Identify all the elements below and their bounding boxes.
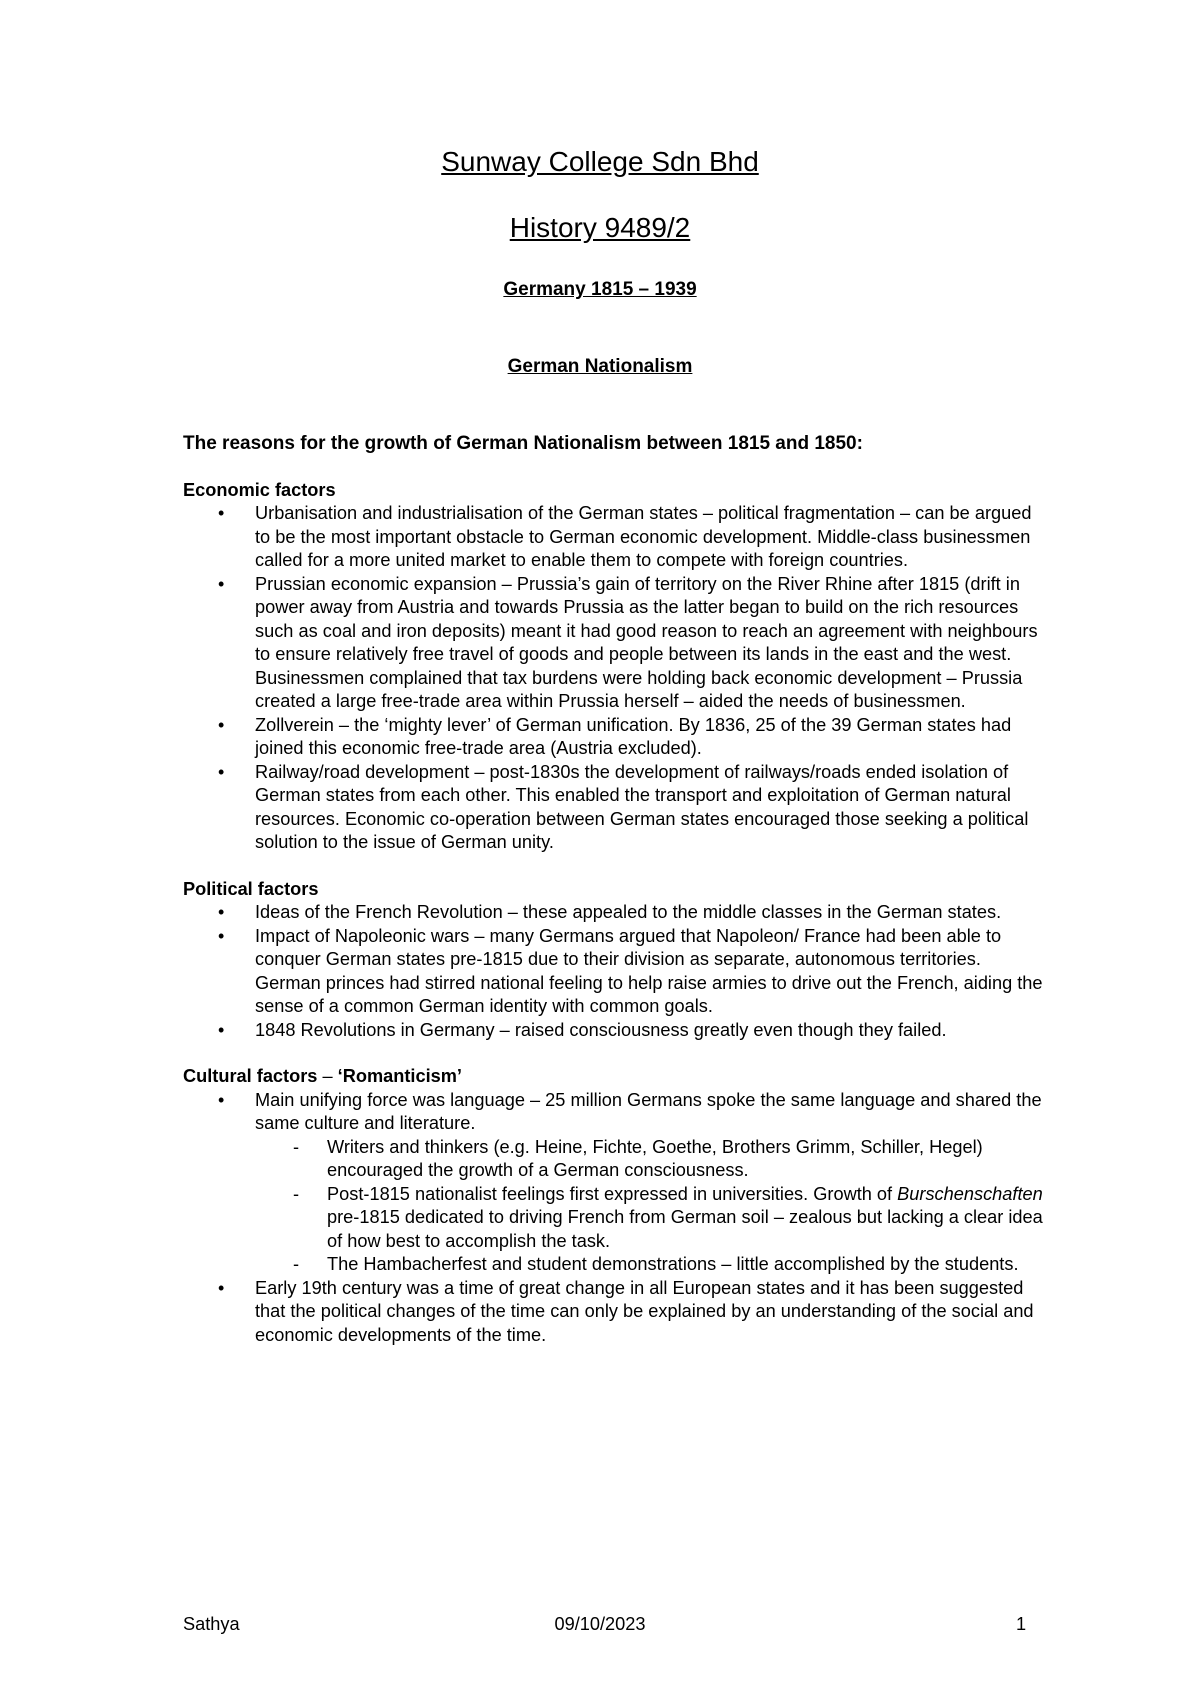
universities-text-end: pre-1815 dedicated to driving French from German soil – zealous but lacking a clear idea of how best to accomplish the task. [327, 1207, 1043, 1251]
sub-list-item [255, 1136, 1043, 1183]
main-heading: The reasons for the growth of German Nationalism between 1815 and 1850: [183, 433, 863, 454]
political-factors-heading: Political factors [183, 878, 319, 899]
course-title: History 9489/2 [509, 212, 691, 243]
list-item-text: Prussian economic expansion – Prussia’s gain of territory on the River Rhine after 1815 (drift in power away from Austria and towards Prussia as the latter began to build on the rich resources such as coal and iron deposits) meant it had good reason to reach an agreement with neighbours to ensure relatively free travel of goods and people between its lands in the east and the west. Businessmen complained that tax burdens were holding back economic development – Prussia created a large free-trade area within Prussia herself – aided the needs of businessmen. [255, 573, 1038, 711]
political-factors-list [183, 901, 1043, 1042]
sub-list-item-text [327, 1184, 1043, 1251]
cultural-heading-separator: – [317, 1066, 338, 1086]
list-item [183, 573, 1043, 714]
footer-date: 09/10/2023 [554, 1614, 646, 1634]
list-item-text: Early 19th century was a time of great change in all European states and it has been suggested that the political changes of the time can only be explained by an understanding of the social and economic developments of the time. [255, 1277, 1034, 1345]
cultural-sub-list [255, 1136, 1043, 1277]
cultural-factors-list [183, 1089, 1043, 1348]
sub-list-item [255, 1253, 1043, 1277]
dash-icon: - [293, 1136, 300, 1157]
list-item-text: Urbanisation and industrialisation of the German states – political fragmentation – can be argued to be the most important obstacle to German economic development. Middle-class businessmen called for a more united market to enable them to compete with foreign countries. [255, 503, 1032, 570]
dash-icon: - [293, 1254, 300, 1274]
dash-icon: - [293, 1183, 300, 1204]
economic-factors-list [183, 502, 1043, 855]
institution-title: Sunway College Sdn Bhd [441, 146, 759, 177]
list-item [183, 761, 1043, 855]
sub-list-item-text: The Hambacherfest and student demonstrations – little accomplished by the students. [327, 1254, 1019, 1274]
economic-factors-section [183, 479, 1043, 855]
bullet-icon: • [218, 925, 225, 946]
list-item [183, 1019, 1043, 1043]
list-item [183, 1277, 1043, 1348]
cultural-factors-heading [183, 1065, 1043, 1089]
list-item-text: Zollverein – the ‘mighty lever’ of German unification. By 1836, 25 of the 39 German states had joined this economic free-trade area (Austria excluded). [255, 714, 1012, 758]
list-item-text: Ideas of the French Revolution – these appealed to the middle classes in the German states. [255, 902, 1002, 922]
list-item [183, 925, 1043, 1019]
bullet-icon: • [218, 1277, 225, 1298]
document-body [183, 432, 1043, 1370]
bullet-icon: • [218, 503, 225, 523]
list-item [183, 714, 1043, 761]
political-factors-section [183, 878, 1043, 1043]
bullet-icon: • [218, 573, 225, 594]
footer-author: Sathya [183, 1614, 240, 1634]
list-item [183, 502, 1043, 573]
universities-text-start: Post-1815 nationalist feelings first expressed in universities. Growth of [327, 1183, 898, 1204]
bullet-icon: • [218, 761, 225, 782]
topic-title: German Nationalism [507, 356, 693, 377]
footer-page-number: 1 [1016, 1614, 1027, 1634]
list-item [183, 1089, 1043, 1277]
burschenschaften-term: Burschenschaften [897, 1183, 1043, 1204]
sub-list-item [255, 1183, 1043, 1254]
list-item-text: 1848 Revolutions in Germany – raised consciousness greatly even though they failed. [255, 1019, 947, 1040]
bullet-icon: • [218, 714, 225, 735]
list-item-text: Impact of Napoleonic wars – many Germans argued that Napoleon/ France had been able to conquer German states pre-1815 due to their division as separate, autonomous territories. German princes had stirred national feeling to help raise armies to drive out the French, aiding the sense of a common German identity with common goals. [255, 925, 1043, 1016]
economic-factors-heading: Economic factors [183, 479, 336, 500]
bullet-icon: • [218, 1019, 225, 1040]
cultural-heading-label: Cultural factors [183, 1066, 318, 1086]
bullet-icon: • [218, 902, 225, 922]
period-title: Germany 1815 – 1939 [503, 279, 697, 300]
sub-list-item-text: Writers and thinkers (e.g. Heine, Fichte, Goethe, Brothers Grimm, Schiller, Hegel) encouraged the growth of a German consciousness. [327, 1136, 983, 1180]
bullet-icon: • [218, 1089, 225, 1110]
list-item-text: Railway/road development – post-1830s the development of railways/roads ended isolation of German states from each other. This enabled the transport and exploitation of German natural resources. Economic co-operation between German states encouraged those seeking a political solution to the issue of German unity. [255, 761, 1029, 852]
cultural-factors-section [183, 1065, 1043, 1347]
cultural-heading-romanticism: ‘Romanticism’ [337, 1066, 462, 1086]
list-item [183, 901, 1043, 925]
list-item-text: Main unifying force was language – 25 million Germans spoke the same language and shared the same culture and literature. [255, 1089, 1042, 1133]
